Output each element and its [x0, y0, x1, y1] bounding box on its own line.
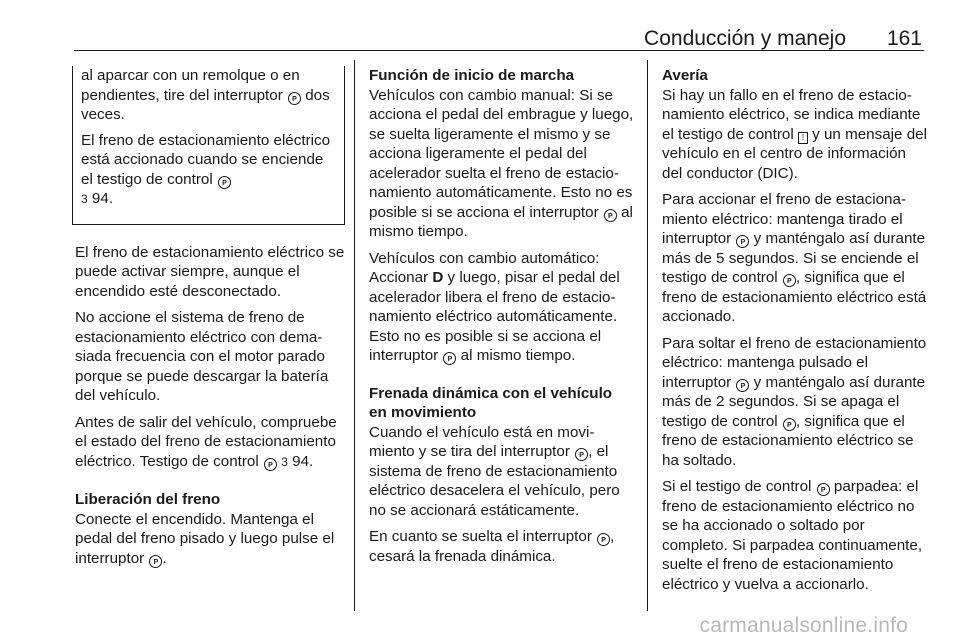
column-3	[662, 66, 927, 601]
parking-brake-icon: P	[817, 483, 830, 496]
page-reference-icon: 3	[81, 192, 88, 206]
page-header	[74, 28, 924, 51]
parking-brake-icon: P	[783, 418, 796, 431]
parking-brake-icon: P	[604, 209, 617, 222]
paragraph: Para soltar el freno de estacionamiento eléctrico: mantenga pulsado el interruptor P y manténgalo así durante más de 2 segundos. Si se apaga el testigo de control P , significa que el freno de estacionamiento eléctrico se ha soltado.	[662, 334, 927, 469]
paragraph: El freno de estacionamiento eléctrico está accionado cuando se enciende el testigo de control P 3 94.	[81, 131, 331, 207]
parking-brake-icon: P	[575, 448, 588, 461]
parking-brake-icon: P	[264, 458, 277, 471]
section-heading: Avería	[662, 67, 708, 84]
paragraph: Si el testigo de control P parpadea: el freno de estacionamiento eléctrico no se ha accionado o soltado por completo. Si parpadea continuamente, suelte el freno de estacionamiento eléctrico y vuelva a accionarlo.	[662, 478, 923, 593]
parking-brake-icon: P	[288, 92, 301, 105]
paragraph: Si hay un fallo en el freno de estacionamiento eléctrico, se indica mediante el testigo de control ! y un mensaje del vehículo en el centro de información del conductor (DIC).	[662, 86, 927, 182]
paragraph: Vehículos con cambio automático: Accionar D y luego, pisar el pedal del acelerador libera el freno de estacionamiento eléctrico automáticamente. Esto no es posible si se acciona el interruptor P al mismo tiempo.	[369, 249, 620, 364]
paragraph: Antes de salir del vehículo, compruebe el estado del freno de estacionamiento eléctrico. Testigo de control P 3 94.	[75, 413, 337, 470]
parking-brake-icon: P	[218, 176, 231, 189]
column-1	[75, 66, 345, 575]
parking-brake-icon: P	[783, 274, 796, 287]
paragraph: Cuando el vehículo está en movimiento y se tira del interruptor P , el sistema de freno de estacionamiento eléctrico desacelera el vehículo, pero no se accionará estáticamente.	[369, 423, 620, 519]
watermark: carmanualsonline.info	[699, 614, 908, 637]
column-2	[369, 66, 634, 573]
paragraph: No accione el sistema de freno de estacionamiento eléctrico con demasiada frecuencia con el motor parado porque se puede descargar la batería del vehículo.	[75, 309, 329, 404]
page-reference: 94.	[91, 190, 114, 207]
parking-brake-icon: P	[149, 555, 162, 568]
section-heading: Liberación del freno	[75, 491, 221, 508]
paragraph: El freno de estacionamiento eléctrico se puede activar siempre, aunque el encendido esté desconectado.	[75, 243, 345, 300]
page-reference-icon: 3	[281, 454, 288, 469]
paragraph: Conecte el encendido. Mantenga el pedal del freno pisado y luego pulse el interruptor P .	[75, 510, 335, 567]
page-number: 161	[886, 27, 922, 50]
brake-warning-icon: !	[798, 132, 808, 144]
column-divider	[354, 60, 355, 611]
parking-brake-icon: P	[736, 379, 749, 392]
paragraph: al aparcar con un remolque o en pendientes, tire del interruptor P dos veces.	[81, 67, 330, 123]
paragraph: Vehículos con cambio manual: Si se acciona el pedal del embrague y luego, se suelta ligeramente el mismo y se acciona ligeramente el pedal del acelerador suelta el freno de estacionamiento automáticamente. Esto no es posible si se acciona el interruptor P al mismo tiempo.	[369, 86, 634, 240]
page-reference: 94.	[292, 452, 314, 470]
paragraph: Para accionar el freno de estacionamiento eléctrico: mantenga tirado el interruptor P y manténgalo así durante más de 5 segundos. Si se enciende el testigo de control P , significa que el freno de estacionamiento eléctrico está accionado.	[662, 191, 927, 325]
section-heading: Frenada dinámica con el vehículo en movimiento	[369, 384, 613, 421]
section-heading: Función de inicio de marcha	[369, 67, 575, 84]
section-title: Conducción y manejo	[644, 27, 846, 50]
gear-selector-d: D	[432, 269, 444, 286]
parking-brake-icon: P	[597, 533, 610, 546]
parking-brake-icon: P	[443, 352, 456, 365]
caution-box	[72, 66, 345, 225]
parking-brake-icon: P	[736, 235, 749, 248]
paragraph: En cuanto se suelta el interruptor P , cesará la frenada dinámica.	[369, 528, 615, 565]
column-divider	[647, 60, 648, 611]
